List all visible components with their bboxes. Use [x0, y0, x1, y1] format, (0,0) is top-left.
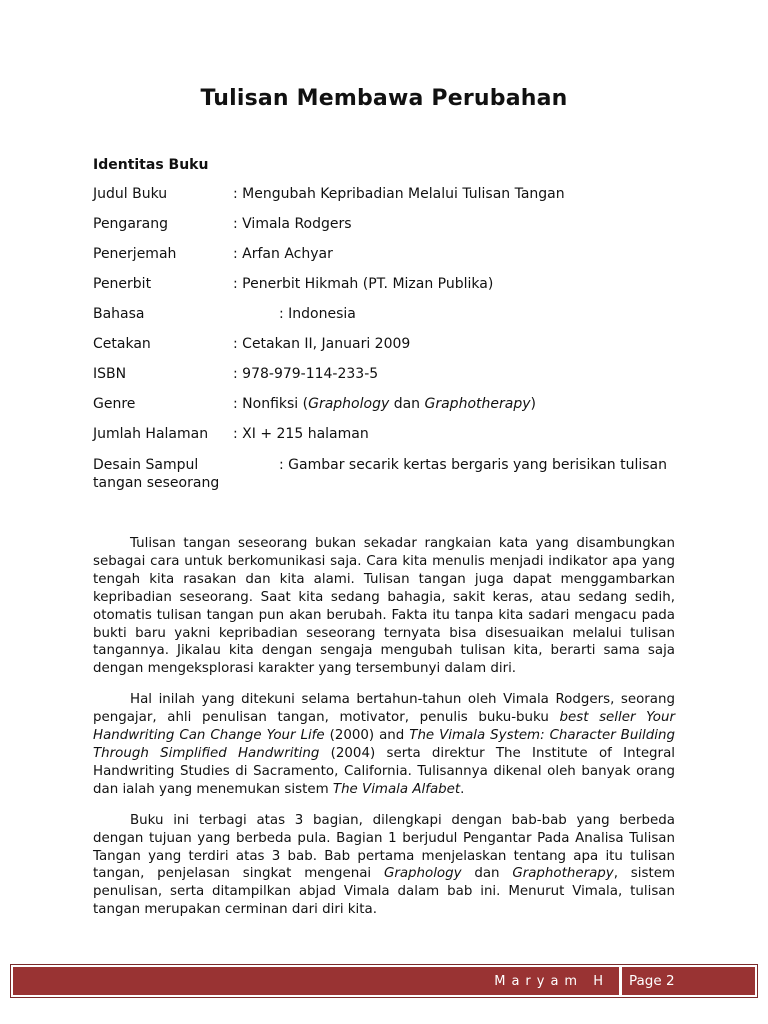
info-label: Genre: [93, 396, 136, 412]
info-row-penerbit: [93, 276, 675, 306]
info-label: Judul Buku: [93, 186, 168, 202]
genre-prefix: : Nonfiksi (: [233, 396, 309, 412]
info-row-isbn: [93, 366, 675, 396]
info-value: : Vimala Rodgers: [233, 216, 352, 232]
genre-term-graphology: Graphology: [308, 396, 390, 412]
paragraph-2: [93, 691, 675, 798]
genre-term-graphotherapy: Graphotherapy: [424, 396, 531, 412]
italic-title: The Vimala Alfabet: [332, 781, 461, 797]
info-label: [93, 456, 219, 492]
info-value: : Cetakan II, Januari 2009: [233, 336, 411, 352]
info-value: [233, 396, 536, 412]
info-label: Bahasa: [93, 306, 145, 322]
info-label: Pengarang: [93, 216, 168, 232]
text-run: Buku ini terbagi atas 3 bagian, dilengkapi dengan bab-bab yang berbeda dengan tujuan yang berbeda pula. Bagian 1 berjudul Pengantar Pada Analisa Tulisan Tangan yang terdiri atas 3 bab. Bab pertama menjelaskan tentang apa itu tulisan tangan, penjelasan singkat mengenai: [93, 812, 675, 882]
section-heading: Identitas Buku: [93, 157, 209, 173]
info-value: : Arfan Achyar: [233, 246, 333, 262]
info-label: Penerbit: [93, 276, 152, 292]
info-value: : 978-979-114-233-5: [233, 366, 379, 382]
page-footer: [10, 964, 758, 998]
text-run: Hal inilah yang ditekuni selama bertahun-tahun oleh Vimala Rodgers, seorang pengajar, ahli penulisan tangan, motivator, penulis buku-buku: [93, 692, 675, 726]
book-identity-list: [93, 186, 675, 496]
info-label: Jumlah Halaman: [93, 426, 209, 442]
info-value: : Penerbit Hikmah (PT. Mizan Publika): [233, 276, 494, 292]
info-label: Penerjemah: [93, 246, 177, 262]
info-value: : Gambar secarik kertas bergaris yang berisikan tulisan: [279, 457, 668, 473]
footer-bar: [13, 967, 755, 995]
italic-term: Graphology: [383, 866, 462, 882]
genre-suffix: ): [530, 396, 536, 412]
document-title: Tulisan Membawa Perubahan: [200, 86, 568, 111]
text-run: (2004) serta direktur The Institute of Integral Handwriting Studies di Sacramento, California. Tulisannya dikenal oleh banyak orang dan ialah yang menemukan sistem: [93, 745, 675, 797]
text-run: (2000) and: [324, 728, 410, 744]
footer-divider: [619, 967, 622, 995]
info-row-penerjemah: [93, 246, 675, 276]
genre-mid: dan: [389, 396, 425, 412]
info-row-desain: [93, 456, 675, 496]
info-row-genre: [93, 396, 675, 426]
info-label: Cetakan: [93, 336, 151, 352]
italic-title: The Vimala System: Character Building Through Simplified Handwriting: [93, 728, 675, 761]
info-row-bahasa: [93, 306, 675, 336]
italic-term: Graphotherapy: [512, 866, 614, 882]
info-row-pengarang: [93, 216, 675, 246]
text-run: .: [460, 781, 465, 797]
paragraph-1: Tulisan tangan seseorang bukan sekadar rangkaian kata yang disambungkan sebagai cara untuk berkomunikasi saja. Cara kita menulis menjadi indikator apa yang tengah kita rasakan dan kita alami. Tulisan tangan juga dapat menggambarkan kepribadian seseorang. Saat kita sedang bahagia, sakit keras, atau sedang sedih, otomatis tulisan tangan pun akan berubah. Fakta itu tanpa kita sadari mengacu pada bukti baru yakni kepribadian seseorang ternyata bisa disesuaikan melalui tulisan tangannya. Jikalau kita dengan sengaja mengubah tulisan kita, berarti sama saja dengan mengeksplorasi karakter yang tersembunyi dalam diri.: [93, 536, 675, 677]
info-value: : Indonesia: [279, 306, 356, 322]
italic-title: best seller Your Handwriting Can Change Your Life: [93, 710, 675, 744]
text-run: , sistem penulisan, serta ditampilkan abjad Vimala dalam bab ini. Menurut Vimala, tulisan tangan merupakan cerminan dari diri kita.: [93, 866, 675, 918]
info-label-line1: Desain Sampul: [93, 457, 199, 473]
info-label-line2: tangan seseorang: [93, 475, 220, 491]
info-value: : XI + 215 halaman: [233, 426, 369, 442]
info-row-judul: [93, 186, 675, 216]
info-row-cetakan: [93, 336, 675, 366]
info-value: : Mengubah Kepribadian Melalui Tulisan Tangan: [233, 186, 565, 202]
text-run: dan: [461, 866, 513, 882]
body-text: [93, 535, 675, 918]
info-row-jumlah: [93, 426, 675, 456]
footer-author: Maryam H: [494, 973, 609, 989]
info-label: ISBN: [93, 366, 127, 382]
paragraph-3: [93, 812, 675, 918]
page-number: Page 2: [629, 973, 675, 989]
